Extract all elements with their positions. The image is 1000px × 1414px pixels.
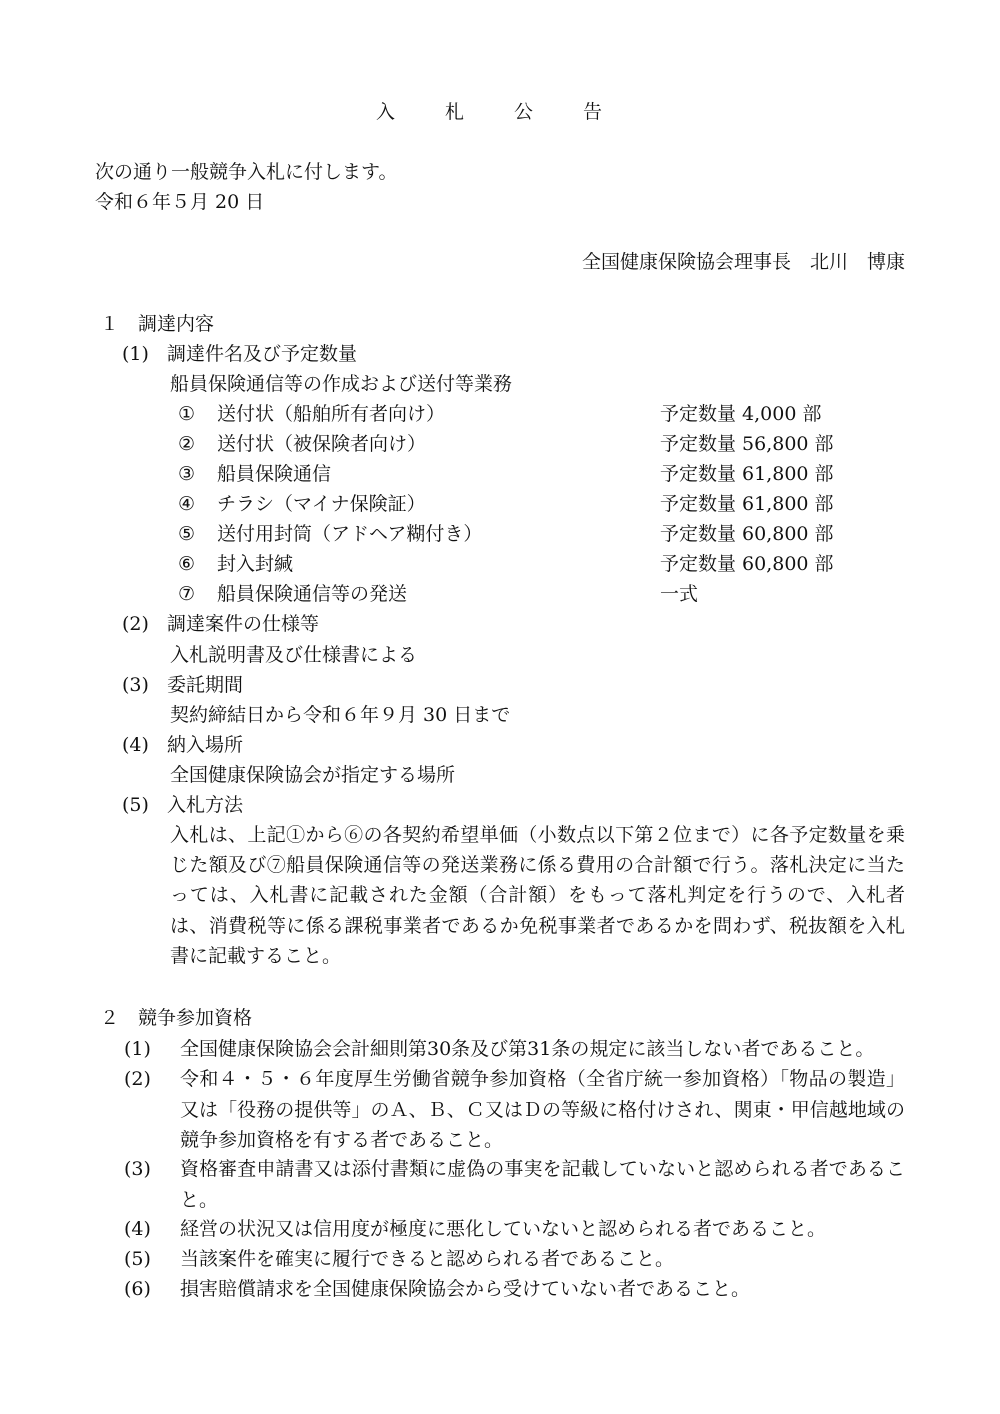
- qualification-text: 損害賠償請求を全国健康保険協会から受けていない者であること。: [180, 1278, 751, 1300]
- subsection-2-title: 調達案件の仕様等: [167, 613, 320, 635]
- subsection-3-text: 契約締結日から令和６年９月 30 日まで: [170, 704, 511, 726]
- procurement-subject: 船員保険通信等の作成および送付等業務: [170, 373, 513, 395]
- qualification-text: 資格審査申請書又は添付書類に虚偽の事実を記載していないと認められる者であること。: [180, 1158, 905, 1211]
- subsection-3-label: (3): [122, 674, 149, 696]
- qualification-label: (1): [124, 1038, 151, 1060]
- subsection-3-title: 委託期間: [167, 674, 244, 696]
- item-quantity: 予定数量 4,000 部: [660, 403, 822, 425]
- subsection-1-title: 調達件名及び予定数量: [167, 343, 358, 365]
- item-name: 船員保険通信: [217, 463, 332, 485]
- item-mark: ⑦: [178, 583, 196, 605]
- item-name: チラシ（マイナ保険証）: [217, 493, 426, 515]
- item-name: 船員保険通信等の発送: [217, 583, 408, 605]
- qualification-label: (4): [124, 1218, 151, 1240]
- notice-date: 令和６年５月 20 日: [95, 191, 265, 213]
- item-name: 送付状（被保険者向け）: [217, 433, 427, 455]
- subsection-4-title: 納入場所: [167, 734, 244, 756]
- item-mark: ②: [178, 433, 196, 455]
- item-mark: ⑤: [178, 523, 196, 545]
- item-name: 封入封緘: [217, 553, 294, 575]
- qualification-label: (5): [124, 1248, 151, 1270]
- subsection-5-title: 入札方法: [167, 794, 244, 816]
- item-mark: ①: [178, 403, 196, 425]
- qualification-label: (6): [124, 1278, 151, 1300]
- qualification-text: 経営の状況又は信用度が極度に悪化していないと認められる者であること。: [180, 1218, 827, 1240]
- item-name: 送付状（船舶所有者向け）: [217, 403, 446, 425]
- item-quantity: 予定数量 61,800 部: [660, 493, 834, 515]
- item-quantity: 一式: [660, 583, 699, 605]
- item-quantity: 予定数量 56,800 部: [660, 433, 834, 455]
- issuer-name: 全国健康保険協会理事長 北川 博康: [581, 251, 905, 273]
- item-mark: ④: [178, 493, 196, 515]
- item-mark: ⑥: [178, 553, 196, 575]
- subsection-2-label: (2): [122, 613, 149, 635]
- item-quantity: 予定数量 61,800 部: [660, 463, 834, 485]
- qualification-text: 全国健康保険協会会計細則第30条及び第31条の規定に該当しない者であること。: [180, 1038, 875, 1060]
- qualification-text: 当該案件を確実に履行できると認められる者であること。: [180, 1248, 675, 1270]
- subsection-4-text: 全国健康保険協会が指定する場所: [170, 764, 456, 786]
- subsection-5-label: (5): [122, 794, 149, 816]
- qualification-text: 令和４・５・６年度厚生労働省競争参加資格（全省庁統一参加資格）「物品の製造」又は「役務の提供等」のＡ、Ｂ、Ｃ又はＤの等級に格付けされ、関東・甲信越地域の競争参加資格を有する者であること。: [180, 1068, 905, 1151]
- section-2-heading: ２ 競争参加資格: [100, 1007, 253, 1029]
- qualification-label: (2): [124, 1068, 151, 1090]
- subsection-4-label: (4): [122, 734, 149, 756]
- item-quantity: 予定数量 60,800 部: [660, 523, 834, 545]
- qualification-label: (3): [124, 1158, 151, 1180]
- item-quantity: 予定数量 60,800 部: [660, 553, 834, 575]
- intro-text: 次の通り一般競争入札に付します。: [95, 161, 398, 183]
- section-1-heading: １ 調達内容: [100, 313, 215, 335]
- item-name: 送付用封筒（アドヘア糊付き）: [217, 523, 483, 545]
- subsection-2-text: 入札説明書及び仕様書による: [170, 644, 418, 666]
- item-mark: ③: [178, 463, 196, 485]
- subsection-1-label: (1): [122, 343, 149, 365]
- page-title: 入 札 公 告: [375, 101, 625, 123]
- bidding-method-text: 入札は、上記①から⑥の各契約希望単価（小数点以下第２位まで）に各予定数量を乗じた額及び⑦船員保険通信等の発送業務に係る費用の合計額で行う。落札決定に当たっては、入札書に記載された金額（合計額）をもって落札判定を行うので、入札者は、消費税等に係る課税事業者であるか免税事業者であるかを問わず、税抜額を入札書に記載すること。: [170, 824, 905, 967]
